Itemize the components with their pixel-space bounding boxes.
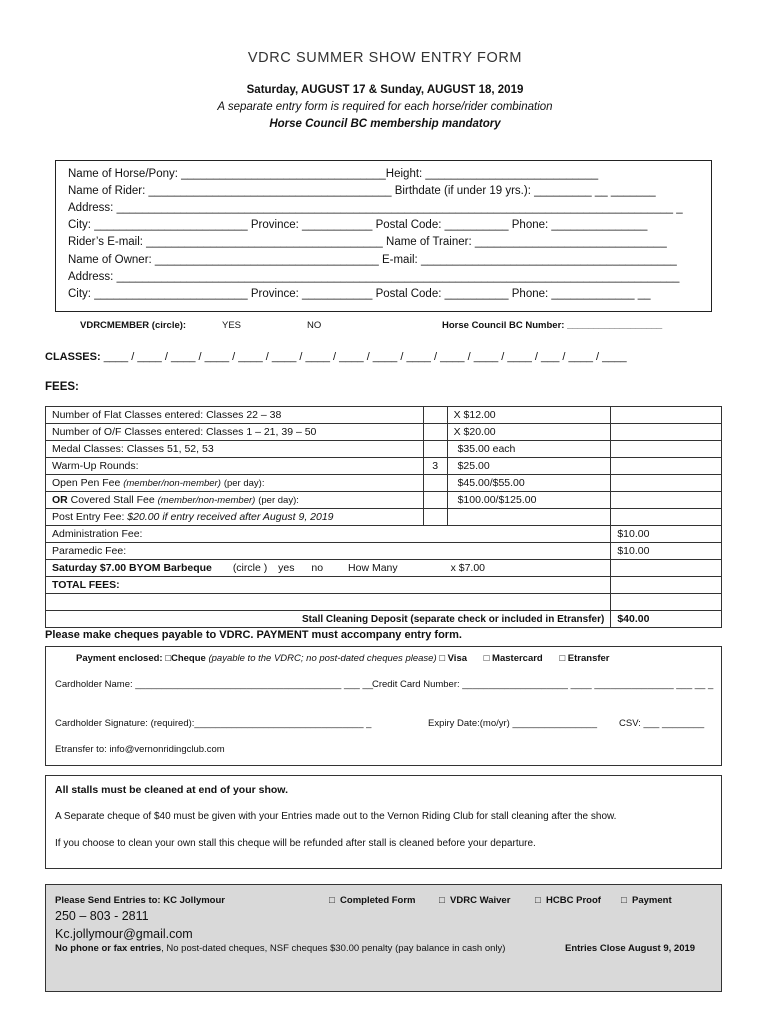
blank-amount	[611, 594, 722, 611]
card-number-field[interactable]: Credit Card Number: ____________________ ____ _______________ ___ __ _	[372, 679, 714, 690]
owner-field[interactable]: Name of Owner: ___________________________________ E-mail: ________________________________________	[68, 254, 677, 266]
blank-row	[46, 594, 611, 611]
fee-price: $35.00 each	[447, 441, 611, 458]
entry-note: A separate entry form is required for each horse/rider combination	[217, 101, 553, 113]
cardholder-name-field[interactable]: Cardholder Name: _______________________________________ ___ __	[55, 679, 374, 690]
checklist-payment[interactable]: □ Payment	[621, 895, 672, 906]
table-row	[46, 475, 722, 492]
fees-label: FEES:	[45, 381, 79, 393]
send-footer: No phone or fax entries, No post-dated cheques, NSF cheques $30.00 penalty (pay balance in cash only)	[55, 943, 506, 954]
fee-qty[interactable]	[423, 441, 447, 458]
cheque-label: Cheque	[170, 653, 206, 664]
post-entry-fee-desc: Post Entry Fee: $20.00 if entry received after August 9, 2019	[46, 509, 424, 526]
owner-city-field[interactable]: City: ________________________ Province: ___________ Postal Code: __________ Phone: _____________ __	[68, 288, 651, 300]
mastercard-label: Mastercard	[492, 653, 543, 664]
open-pen-fee-desc: Open Pen Fee (member/non-member) (per day):	[46, 475, 424, 492]
horse-height-field[interactable]: Name of Horse/Pony: ________________________________Height: ___________________________	[68, 168, 599, 180]
fee-price	[447, 509, 611, 526]
payment-note: Please make cheques payable to VDRC. PAYMENT must accompany entry form.	[45, 629, 462, 641]
visa-label: Visa	[447, 653, 468, 664]
bbq-price: x $7.00	[450, 562, 486, 574]
rider-city-field[interactable]: City: ________________________ Province: ___________ Postal Code: __________ Phone: _______________	[68, 219, 648, 231]
checklist-vdrc-waiver[interactable]: □ VDRC Waiver	[439, 895, 511, 906]
fee-price: $25.00	[447, 458, 611, 475]
cheque-note: (payable to the VDRC; no post-dated cheques please)	[208, 653, 437, 664]
paramedic-fee-label: Paramedic Fee:	[46, 543, 611, 560]
vdrc-member-yes[interactable]: YES	[222, 320, 242, 331]
deposit-label: Stall Cleaning Deposit (separate check or included in Etransfer)	[46, 611, 611, 628]
deposit-amount: $40.00	[611, 611, 722, 628]
fee-total[interactable]	[611, 492, 722, 509]
stalls-cheque-note: A Separate cheque of $40 must be given with your Entries made out to the Vernon Riding Club for stall cleaning after the show.	[55, 811, 617, 822]
rider-email-trainer-field[interactable]: Rider’s E-mail: _____________________________________ Name of Trainer: ______________________________	[68, 236, 667, 248]
rider-birthdate-field[interactable]: Name of Rider: ______________________________________ Birthdate (if under 19 yrs.): _________ __ _______	[68, 185, 656, 197]
rider-address-field[interactable]: Address: _______________________________________________________________________________________ _	[68, 202, 683, 214]
checklist-hcbc-proof[interactable]: □ HCBC Proof	[535, 895, 601, 906]
fees-table	[45, 406, 722, 628]
fee-qty[interactable]	[423, 492, 447, 509]
bbq-no[interactable]: no	[311, 562, 324, 574]
bbq-yes[interactable]: yes	[278, 562, 295, 574]
fee-desc: Medal Classes: Classes 51, 52, 53	[46, 441, 424, 458]
fee-price: X $12.00	[447, 407, 611, 424]
expiry-field[interactable]: Expiry Date:(mo/yr) ________________	[428, 718, 597, 729]
table-row	[46, 492, 722, 509]
admin-fee-label: Administration Fee:	[46, 526, 611, 543]
table-row	[46, 407, 722, 424]
csv-field[interactable]: CSV: ___ ________	[619, 718, 705, 729]
send-entries-box	[45, 884, 722, 992]
mastercard-checkbox[interactable]: □	[483, 653, 490, 664]
table-row	[46, 526, 722, 543]
paramedic-fee-amount: $10.00	[611, 543, 722, 560]
owner-address-field[interactable]: Address: ________________________________________________________________________________________	[68, 271, 680, 283]
admin-fee-amount: $10.00	[611, 526, 722, 543]
membership-note: Horse Council BC membership mandatory	[269, 118, 501, 130]
table-row	[46, 543, 722, 560]
classes-blanks: ____ / ____ / ____ / ____ / ____ / ____ / ____ / ____ / ____ / ____ / ____ / ____ / ____ / ___ / ____ / ____	[103, 351, 627, 363]
table-row	[46, 509, 722, 526]
hcbc-number-field[interactable]: Horse Council BC Number: __________________	[442, 320, 663, 331]
table-row	[46, 594, 722, 611]
fee-total[interactable]	[611, 509, 722, 526]
fee-qty[interactable]	[423, 407, 447, 424]
fee-total[interactable]	[611, 407, 722, 424]
bbq-circle: (circle )	[232, 562, 268, 574]
stalls-refund-note: If you choose to clean your own stall this cheque will be refunded after stall is cleaned before your departure.	[55, 838, 536, 849]
etransfer-label: Etransfer	[567, 653, 610, 664]
fee-price: $45.00/$55.00	[447, 475, 611, 492]
fee-desc: Number of Flat Classes entered: Classes 22 – 38	[46, 407, 424, 424]
etransfer-checkbox[interactable]: □	[559, 653, 566, 664]
table-row	[46, 424, 722, 441]
payment-enclosed-label: Payment enclosed:	[76, 653, 163, 664]
cheque-checkbox[interactable]: □	[165, 653, 171, 664]
classes-label: CLASSES:	[45, 351, 101, 363]
fee-desc: Warm-Up Rounds:	[46, 458, 424, 475]
table-row	[46, 611, 722, 628]
bbq-how-many: How Many	[348, 562, 398, 574]
fee-price: $100.00/$125.00	[447, 492, 611, 509]
show-dates: Saturday, AUGUST 17 & Sunday, AUGUST 18, 2019	[246, 84, 524, 96]
bbq-row[interactable]	[46, 560, 611, 577]
fee-qty[interactable]	[423, 509, 447, 526]
fee-total[interactable]	[611, 458, 722, 475]
table-row	[46, 458, 722, 475]
total-fees-amount[interactable]	[611, 577, 722, 594]
fee-total[interactable]	[611, 424, 722, 441]
total-fees-label: TOTAL FEES:	[46, 577, 611, 594]
entries-close: Entries Close August 9, 2019	[565, 943, 696, 954]
fee-qty[interactable]	[423, 424, 447, 441]
visa-checkbox[interactable]: □	[439, 653, 445, 664]
form-title: VDRC SUMMER SHOW ENTRY FORM	[247, 50, 523, 66]
send-to-label: Please Send Entries to: KC Jollymour	[55, 895, 225, 906]
fee-price: X $20.00	[447, 424, 611, 441]
contact-phone: 250 – 803 - 2811	[55, 909, 149, 923]
stalls-heading: All stalls must be cleaned at end of your show.	[55, 784, 288, 796]
vdrc-member-label: VDRCMEMBER (circle):	[80, 320, 187, 331]
table-row	[46, 560, 722, 577]
vdrc-member-no[interactable]: NO	[307, 320, 322, 331]
rider-info-box	[55, 160, 712, 312]
etransfer-address: Etransfer to: info@vernonridingclub.com	[55, 744, 225, 755]
fee-total[interactable]	[611, 475, 722, 492]
bbq-label: Saturday $7.00 BYOM Barbeque	[52, 562, 212, 574]
covered-stall-fee-desc: OR Covered Stall Fee (member/non-member) (per day):	[46, 492, 424, 509]
fee-qty[interactable]	[423, 475, 447, 492]
stalls-info-box	[45, 775, 722, 869]
classes-row[interactable]	[45, 351, 627, 363]
table-row	[46, 441, 722, 458]
bbq-total[interactable]	[611, 560, 722, 577]
payment-options	[76, 653, 610, 664]
fee-qty[interactable]: 3	[423, 458, 447, 475]
fee-total[interactable]	[611, 441, 722, 458]
signature-field[interactable]: Cardholder Signature: (required):________________________________ _	[55, 718, 372, 729]
fee-desc: Number of O/F Classes entered: Classes 1 – 21, 39 – 50	[46, 424, 424, 441]
checklist-completed-form[interactable]: □ Completed Form	[329, 895, 416, 906]
payment-box	[45, 646, 722, 766]
table-row	[46, 577, 722, 594]
contact-email[interactable]: Kc.jollymour@gmail.com	[55, 927, 193, 941]
